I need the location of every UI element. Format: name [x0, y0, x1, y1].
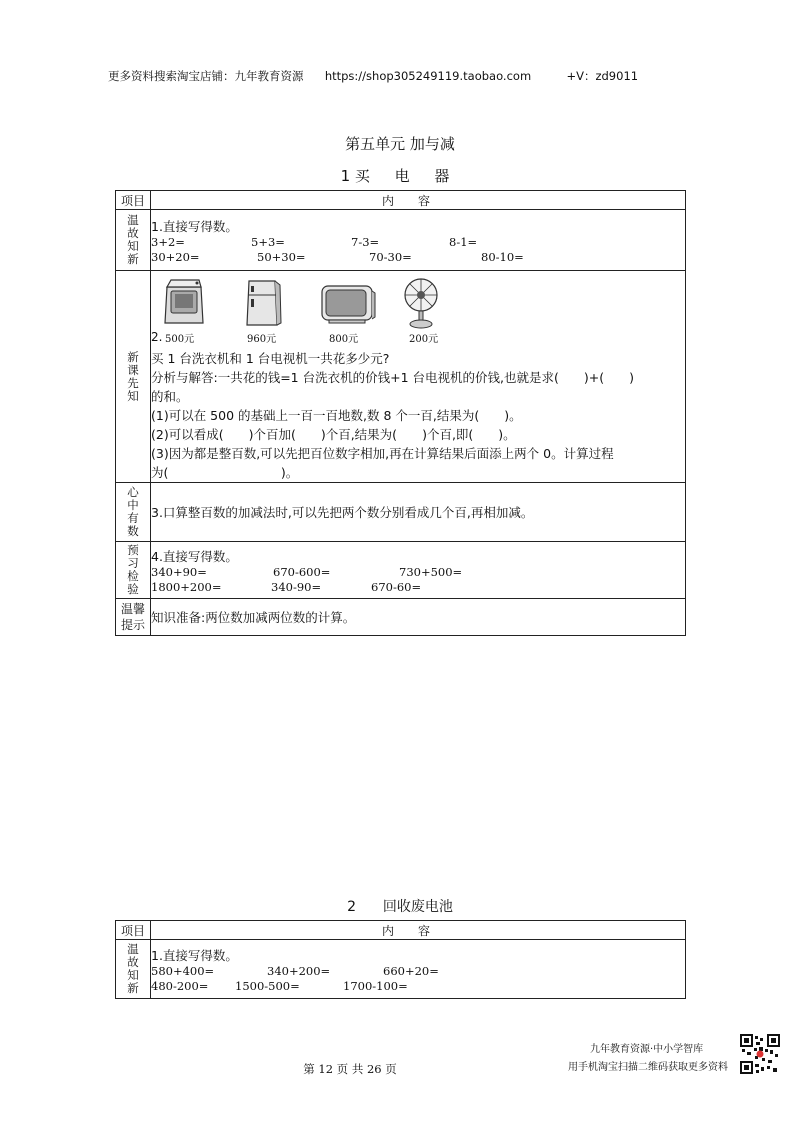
preview-exercise-row-2: 1800+200= 340-90= 670-60= [151, 580, 422, 594]
step-3-line-1: (3)因为都是整百数,可以先把百位数字相加,再在计算结果后面添上两个 0。计算过程 [151, 446, 614, 461]
fan-price: 200元 [409, 334, 439, 345]
tip-content [151, 599, 686, 636]
header-contact: +V：zd9011 [566, 69, 639, 83]
tip-text: 知识准备:两位数加减两位数的计算。 [151, 609, 356, 625]
page-number: 第 12 页 共 26 页 [303, 1062, 397, 1076]
col-item-header: 项目 [116, 191, 151, 210]
unit-title: 第五单元 加与减 [345, 135, 455, 153]
keypoint-content [151, 483, 686, 542]
lesson2-number: 2 [347, 899, 356, 915]
review-exercise-row-2: 30+20= 50+30= 70-30= 80-10= [151, 250, 524, 264]
header-shop-text: 更多资料搜索淘宝店铺：九年教育资源 [108, 69, 304, 83]
header-line [108, 68, 638, 84]
lesson2-col-content-header: 内容 [151, 921, 686, 940]
analysis-line-2: 的和。 [151, 389, 189, 404]
lesson2-review-question: 1.直接写得数。 [151, 948, 238, 963]
lesson2-review-label: 温 故 知 新 [116, 940, 151, 999]
review-content [151, 210, 686, 271]
tip-row [116, 599, 686, 636]
lesson2-title-text: 回收废电池 [382, 899, 453, 915]
step-3-line-2: 为( )。 [151, 465, 299, 480]
new-lesson-content [151, 271, 686, 483]
qr-code-icon[interactable] [740, 1034, 780, 1074]
keypoint-row [116, 483, 686, 542]
analysis-line-1: 分析与解答:一共花的钱=1 台洗衣机的价钱+1 台电视机的价钱,也就是求( )+( ) [151, 370, 634, 385]
keypoint-text: 3.口算整百数的加减法时,可以先把两个数分别看成几个百,再相加减。 [151, 504, 534, 520]
washing-machine-icon [161, 277, 207, 327]
review-exercise-row-1: 3+2= 5+3= 7-3= 8-1= [151, 235, 478, 249]
review-row [116, 210, 686, 271]
footer-brand-line-1: 九年教育资源·中小学智库 [590, 1044, 704, 1055]
lesson1-table [115, 190, 686, 636]
television-icon [319, 283, 377, 325]
lesson1-number: 1 [340, 167, 351, 185]
washing-machine-price: 500元 [165, 334, 195, 345]
appliance-images [151, 277, 685, 345]
lesson1-header-row [116, 191, 686, 210]
lesson2-title [0, 896, 800, 916]
lesson2-review-content [151, 940, 686, 999]
new-lesson-question: 买 1 台洗衣机和 1 台电视机一共花多少元? [151, 351, 390, 366]
lesson1-title [0, 165, 800, 186]
fan-icon [399, 277, 443, 331]
lesson2-review-row [116, 940, 686, 999]
new-lesson-row [116, 271, 686, 483]
step-1: (1)可以在 500 的基础上一百一百地数,数 8 个一百,结果为( )。 [151, 408, 522, 423]
lesson2-col-item-header: 项目 [116, 921, 151, 940]
lesson2-header-row [116, 921, 686, 940]
tip-label: 温馨 提示 [116, 599, 151, 636]
review-label: 温 故 知 新 [116, 210, 151, 271]
refrigerator-price: 960元 [247, 334, 277, 345]
col-content-header: 内容 [151, 191, 686, 210]
header-url[interactable]: https://shop305249119.taobao.com [324, 69, 532, 83]
preview-question: 4.直接写得数。 [151, 549, 238, 564]
lesson2-table [115, 920, 686, 999]
review-question: 1.直接写得数。 [151, 219, 238, 234]
preview-exercise-row-1: 340+90= 670-600= 730+500= [151, 565, 463, 579]
lesson2-exercise-row-2: 480-200= 1500-500= 1700-100= [151, 979, 408, 993]
footer-brand-line-2: 用手机淘宝扫描二维码获取更多资料 [568, 1062, 728, 1073]
refrigerator-icon [243, 277, 283, 329]
preview-label: 预 习 检 验 [116, 542, 151, 599]
step-2: (2)可以看成( )个百加( )个百,结果为( )个百,即( )。 [151, 427, 516, 442]
lesson2-exercise-row-1: 580+400= 340+200= 660+20= [151, 964, 439, 978]
question-2-number: 2. [151, 330, 163, 344]
new-lesson-label: 新 课 先 知 [116, 271, 151, 483]
television-price: 800元 [329, 334, 359, 345]
preview-row [116, 542, 686, 599]
lesson1-title-text: 买 电 器 [354, 167, 460, 185]
keypoint-label: 心 中 有 数 [116, 483, 151, 542]
preview-content [151, 542, 686, 599]
